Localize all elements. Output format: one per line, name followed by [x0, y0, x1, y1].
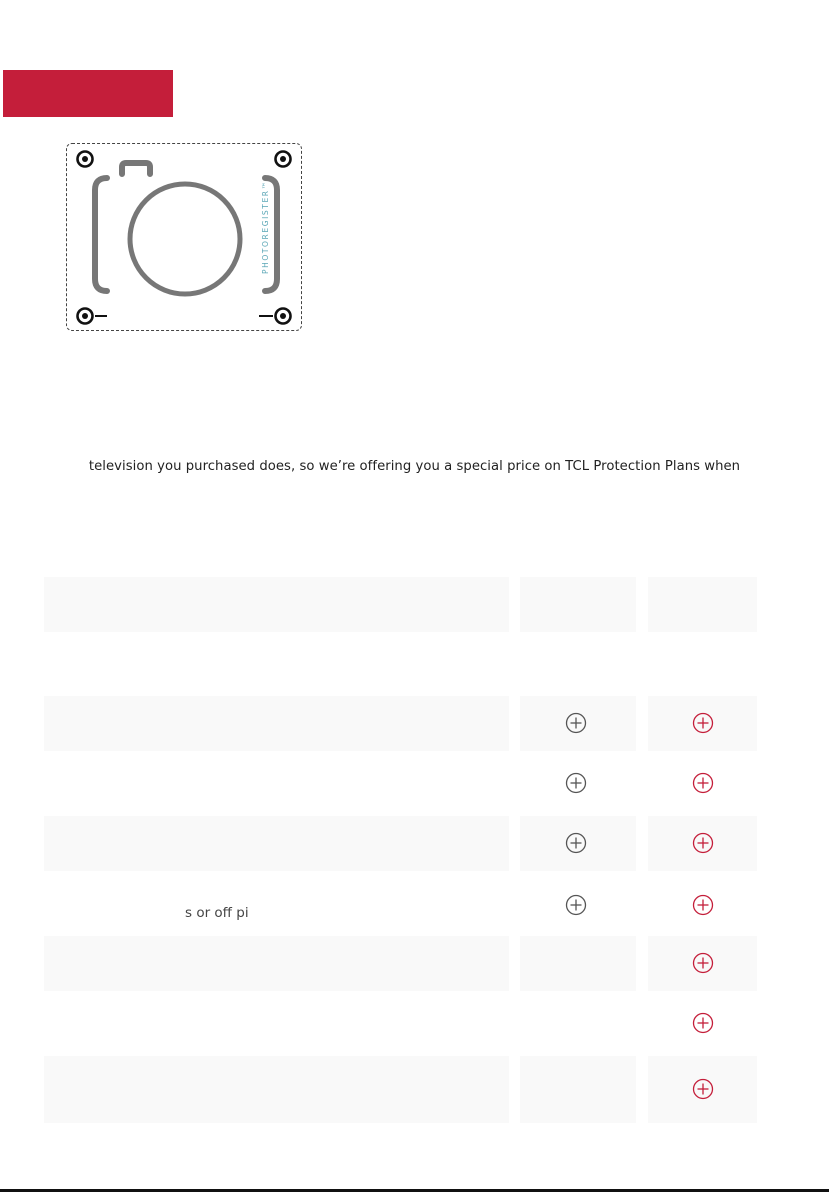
table-row	[44, 816, 509, 871]
section-header-bar	[3, 70, 173, 117]
camera-frame-icon	[67, 144, 303, 332]
table-row	[44, 696, 509, 751]
circle-plus-icon	[565, 712, 587, 734]
circle-plus-icon	[692, 772, 714, 794]
table-row-fragment-text: s or off pi	[185, 905, 249, 921]
circle-plus-icon	[565, 772, 587, 794]
table-row	[44, 936, 509, 991]
circle-plus-icon	[565, 832, 587, 854]
circle-plus-icon	[692, 1012, 714, 1034]
table-row	[520, 1056, 636, 1123]
photo-register-card	[66, 143, 302, 331]
circle-plus-icon	[565, 894, 587, 916]
corner-screw-icon	[276, 152, 291, 167]
table-row	[520, 936, 636, 991]
table-row	[44, 1056, 509, 1123]
circle-plus-icon	[692, 1078, 714, 1100]
table-header-plan-b-cell	[648, 577, 757, 632]
circle-plus-icon	[692, 952, 714, 974]
table-header-plan-a-cell	[520, 577, 636, 632]
table-header-feature-cell	[44, 577, 509, 632]
corner-screw-icon	[78, 309, 108, 324]
photo-register-logo-text: PHOTOREGISTER™	[261, 180, 270, 274]
circle-plus-icon	[692, 712, 714, 734]
circle-plus-icon	[692, 832, 714, 854]
corner-screw-icon	[78, 152, 93, 167]
circle-plus-icon	[692, 894, 714, 916]
corner-screw-icon	[259, 309, 291, 324]
intro-text: television you purchased does, so we’re offering you a special price on TCL Protection Plans when	[88, 459, 741, 474]
